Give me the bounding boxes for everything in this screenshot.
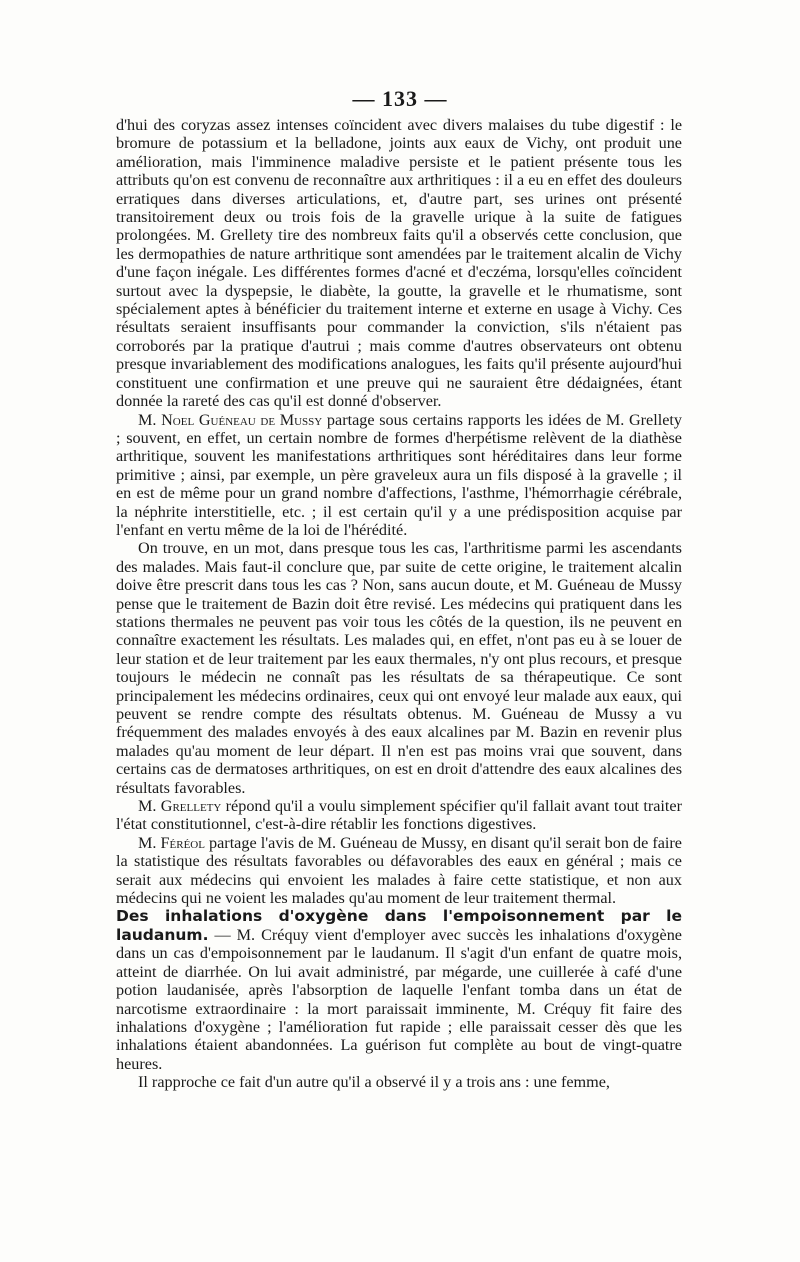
paragraph-7: Il rapproche ce fait d'un autre qu'il a observé il y a trois ans : une femme, (138, 1073, 610, 1092)
speaker-name: M. Grellety (138, 797, 222, 816)
paragraph-3: On trouve, en un mot, dans presque tous les cas, l'arthritisme parmi les ascendants des malades. Mais faut-il conclure que, par suite de cette origine, le traitement alcalin doive être prescrit dans tous les cas ? Non, sans aucun doute, et M. Guéneau de Mussy pense que le traitement de Bazin doit être revisé. Les médecins qui pratiquent dans les stations thermales ne peuvent pas voir tous les côtés de la question, ils ne peuvent en connaître exactement les résultats. Les malades qui, en effet, n'ont pas eu à se louer de leur station et de leur traitement par les eaux thermales, n'y ont plus recours, et presque toujours le médecin ne connaît pas les résultats de sa thérapeutique. Ce sont principalement les médecins ordinaires, ceux qui ont envoyé leur malade aux eaux, qui peuvent se rendre compte des résultats obtenus. M. Guéneau de Mussy a vu fréquemment des malades envoyés à des eaux alcalines par M. Bazin en revenir plus malades qu'au moment de leur départ. Il n'en est pas moins vrai que souvent, dans certains cas de dermatoses arthritiques, on est en droit d'attendre des eaux alcalines des résultats favorables. (116, 539, 682, 797)
page-text (116, 116, 682, 1092)
speaker-name: M. Féréol (138, 833, 205, 852)
paragraph-2: M. Noel Guéneau de Mussy partage sous certains rapports les idées de M. Grellety ; souvent, en effet, un certain nombre de formes d'herpétisme relèvent de la diathèse arthritique, souvent les manifestations arthritiques sont héréditaires dans leur forme primitive ; ainsi, par exemple, un père graveleux aura un fils disposé à la gravelle ; il en est de même pour un grand nombre d'affections, l'asthme, l'hémorrhagie cérébrale, la néphrite interstitielle, etc. ; il est certain qu'il y a une prédisposition acquise par l'enfant en vertu même de la loi de l'hérédité. (116, 410, 682, 539)
speaker-name: M. Noel Guéneau de Mussy (138, 410, 323, 429)
paragraph-4: M. Grellety répond qu'il a voulu simplement spécifier qu'il fallait avant tout traiter l'état constitutionnel, c'est-à-dire rétablir les fonctions digestives. (116, 797, 682, 834)
paragraph-6: Des inhalations d'oxygène dans l'empoisonnement par le laudanum. — M. Créquy vient d'employer avec succès les inhalations d'oxygène dans un cas d'empoisonnement par le laudanum. Il s'agit d'un enfant de quatre mois, atteint de diarrhée. On lui avait administré, par mégarde, une cuillerée à café d'une potion laudanisée, après l'absorption de laquelle l'enfant tomba dans un état de narcotisme extraordinaire : la mort paraissait imminente, M. Créquy fit faire des inhalations d'oxygène ; l'amélioration fut rapide ; elle paraissait cesser dès que les inhalations étaient abandonnées. La guérison fut complète au bout de vingt-quatre heures. (116, 907, 682, 1073)
paragraph-1: d'hui des coryzas assez intenses coïncident avec divers malaises du tube digestif : le bromure de potassium et la belladone, joints aux eaux de Vichy, ont produit une amélioration, mais l'imminence maladive persiste et le patient présente tous les attributs qu'on est convenu de reconnaître aux arthritiques : il a eu en effet des douleurs erratiques dans diverses articulations, et, d'autre part, ses urines ont présenté transitoirement deux ou trois fois de la gravelle urique à la suite de fatigues prolongées. M. Grellety tire des nombreux faits qu'il a observés cette conclusion, que les dermopathies de nature arthritique sont amendées par le traitement alcalin de Vichy d'une façon inégale. Les différentes formes d'acné et d'eczéma, lorsqu'elles coïncident surtout avec la dyspepsie, le diabète, la goutte, la gravelle et le rhumatisme, sont spécialement aptes à bénéficier du traitement interne et externe en usage à Vichy. Ces résultats seraient insuffisants pour commander la conviction, s'ils n'étaient pas corroborés par la pratique d'autrui ; mais comme d'autres observateurs ont obtenu presque invariablement des modifications analogues, les faits qu'il présente aujourd'hui constituent une confirmation et une preuve qui ne sauraient être dédaignées, étant donnée la rareté des cas qu'il est donné d'observer. (116, 116, 682, 411)
paragraph-5: M. Féréol partage l'avis de M. Guéneau de Mussy, en disant qu'il serait bon de faire la statistique des résultats favorables ou défavorables des eaux en général ; mais ce serait aux médecins qui envoient les malades à faire cette statistique, et non aux médecins qui ne voient les malades qu'au moment de leur traitement thermal. (116, 833, 682, 908)
section-heading: Des inhalations d'oxygène dans l'empoisonnement par le laudanum. (116, 907, 682, 944)
page-number: — 133 — (352, 86, 448, 111)
